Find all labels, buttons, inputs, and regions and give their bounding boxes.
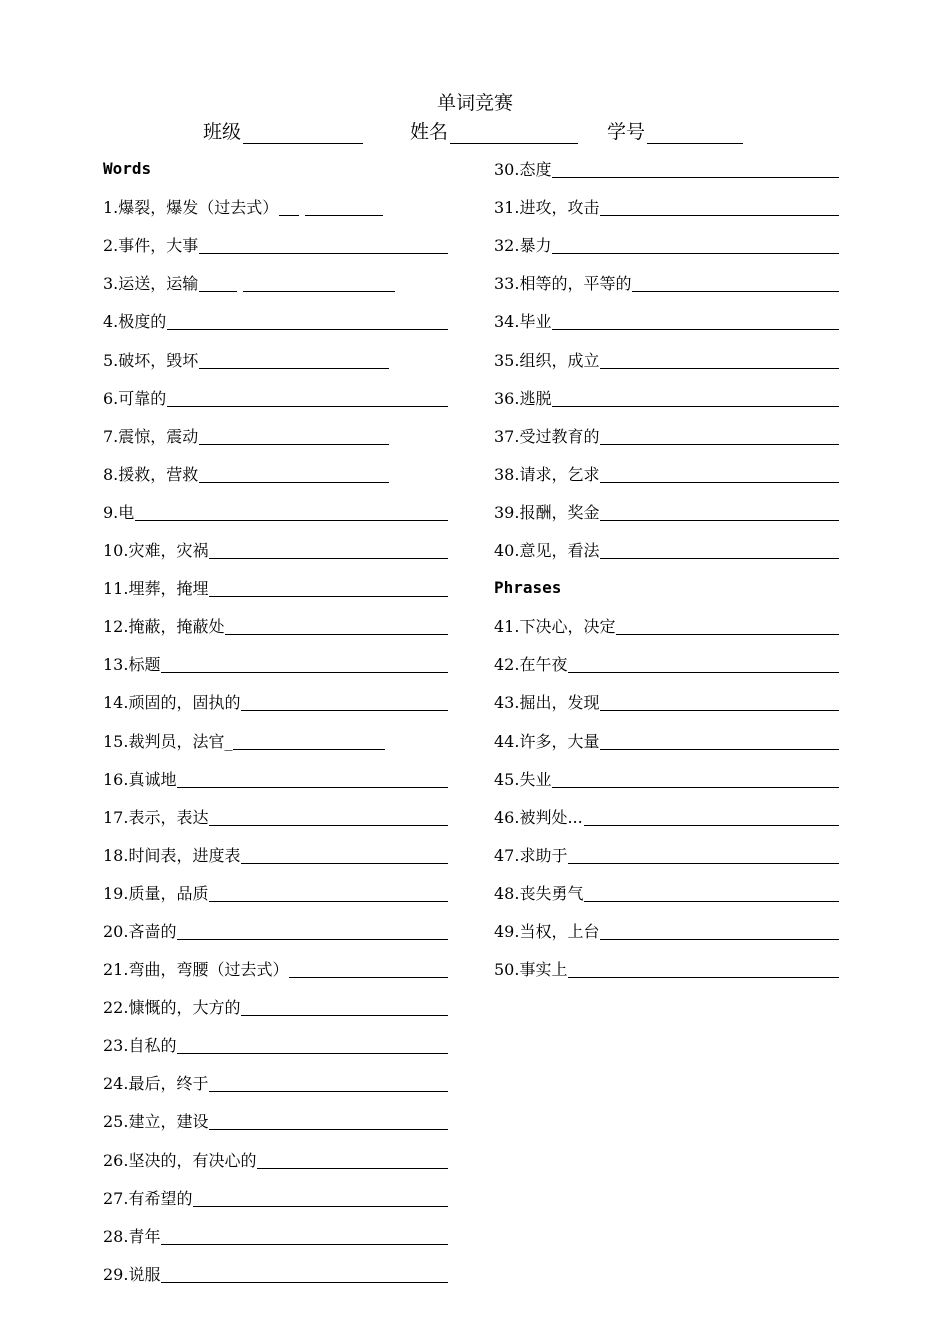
vocab-item	[103, 673, 448, 711]
item-number: 41.	[494, 617, 520, 637]
item-number: 31.	[494, 198, 520, 218]
answer-blank[interactable]	[209, 581, 448, 597]
item-number: 8.	[103, 464, 119, 484]
item-prompt: 吝啬的	[128, 921, 177, 941]
answer-blank[interactable]	[584, 886, 839, 902]
item-number: 44.	[494, 731, 520, 751]
item-prompt: 青年	[128, 1226, 161, 1246]
item-number: 10.	[103, 541, 129, 561]
item-prompt: 埋葬，掩埋	[128, 579, 209, 599]
item-number: 35.	[494, 350, 520, 370]
item-prompt: 真诚地	[128, 769, 177, 789]
item-prompt: 求助于	[519, 845, 568, 865]
answer-blank[interactable]	[257, 1153, 448, 1169]
vocab-item	[494, 826, 839, 864]
item-prompt: 破坏，毁坏	[118, 350, 199, 370]
vocab-item	[494, 330, 839, 368]
item-number: 26.	[103, 1150, 129, 1170]
page-title: 单词竞赛	[436, 92, 513, 114]
item-number: 29.	[103, 1264, 129, 1284]
item-prompt: 说服	[128, 1264, 161, 1284]
item-number: 11.	[103, 579, 129, 599]
item-number: 24.	[103, 1074, 129, 1094]
item-prompt: 意见，看法	[519, 541, 600, 561]
item-prompt: 震惊，震动	[118, 426, 199, 446]
answer-blank[interactable]	[177, 924, 448, 940]
item-number: 22.	[103, 998, 129, 1018]
vocab-item	[494, 483, 839, 521]
vocab-item	[494, 902, 839, 940]
item-prompt: 标题	[128, 655, 161, 675]
answer-blank[interactable]	[552, 772, 839, 788]
item-number: 27.	[103, 1188, 129, 1208]
item-number: 15.	[103, 731, 129, 751]
answer-blank[interactable]	[193, 1191, 448, 1207]
item-prompt: 极度的	[118, 312, 167, 332]
item-number: 4.	[103, 312, 119, 332]
answer-blank[interactable]	[568, 657, 839, 673]
vocab-item	[103, 1207, 448, 1245]
answer-blank[interactable]	[161, 1267, 448, 1283]
vocab-item	[103, 826, 448, 864]
vocab-item	[494, 292, 839, 330]
item-number: 46.	[494, 807, 520, 827]
vocab-item	[494, 635, 839, 673]
item-number: 9.	[103, 502, 119, 522]
item-prompt: 组织，成立	[519, 350, 600, 370]
vocab-item	[103, 1092, 448, 1130]
class-label: 班级	[203, 121, 242, 143]
vocab-item	[103, 330, 448, 368]
item-prompt: 掘出，发现	[519, 693, 600, 713]
vocab-item	[494, 750, 839, 788]
vocab-item	[103, 864, 448, 902]
vocab-item	[103, 1016, 448, 1054]
item-number: 38.	[494, 464, 520, 484]
item-prompt: 援救，营救	[118, 464, 199, 484]
item-prompt: 丧失勇气	[519, 883, 584, 903]
answer-blank[interactable]	[600, 200, 839, 216]
item-number: 2.	[103, 236, 119, 256]
vocab-item	[494, 673, 839, 711]
vocab-item	[103, 1245, 448, 1283]
item-prompt: 运送，运输	[118, 274, 199, 294]
answer-blank[interactable]	[600, 695, 839, 711]
item-number: 16.	[103, 769, 129, 789]
section-phrases: Phrases	[494, 578, 562, 598]
answer-blank[interactable]	[632, 276, 839, 292]
item-prompt: 自私的	[128, 1036, 177, 1056]
vocab-item	[103, 940, 448, 978]
vocab-item	[494, 711, 839, 749]
vocab-item	[103, 711, 448, 749]
section-words: Words	[103, 159, 152, 179]
answer-blank[interactable]	[199, 429, 389, 445]
item-prompt: 许多，大量	[519, 731, 600, 751]
vocab-item	[494, 788, 839, 826]
item-prompt: 弯曲，弯腰（过去式）	[128, 960, 289, 980]
item-prompt: 有希望的	[128, 1188, 193, 1208]
item-prompt: 毕业	[519, 312, 552, 332]
answer-blank[interactable]	[209, 1114, 448, 1130]
vocab-item	[103, 559, 448, 597]
answer-blank[interactable]	[600, 429, 839, 445]
answer-blank[interactable]	[600, 353, 839, 369]
vocab-item	[103, 292, 448, 330]
answer-blank[interactable]	[552, 391, 839, 407]
item-number: 17.	[103, 807, 129, 827]
item-prompt: 请求，乞求	[519, 464, 600, 484]
vocab-item	[103, 635, 448, 673]
answer-blank[interactable]	[241, 1000, 448, 1016]
vocab-item	[494, 521, 839, 559]
answer-blank[interactable]	[199, 238, 448, 254]
vocab-item	[494, 407, 839, 445]
item-prompt: 态度	[519, 160, 552, 180]
answer-blank[interactable]	[568, 962, 839, 978]
answer-blank[interactable]	[600, 924, 839, 940]
answer-blank[interactable]	[243, 276, 395, 292]
answer-blank[interactable]	[135, 505, 448, 521]
item-number: 30.	[494, 160, 520, 180]
answer-blank[interactable]	[600, 543, 839, 559]
answer-blank[interactable]	[584, 810, 839, 826]
vocab-item	[103, 1130, 448, 1168]
answer-blank[interactable]	[161, 1229, 448, 1245]
item-prompt: 在午夜	[519, 655, 568, 675]
item-number: 34.	[494, 312, 520, 332]
vocab-item	[494, 864, 839, 902]
vocab-item	[494, 445, 839, 483]
item-prompt: 暴力	[519, 236, 552, 256]
item-prompt: 进攻，攻击	[519, 198, 600, 218]
item-prompt: 被判处...	[519, 807, 583, 827]
item-prompt: 事实上	[519, 960, 568, 980]
answer-blank[interactable]	[161, 657, 448, 673]
answer-blank[interactable]	[600, 467, 839, 483]
item-prompt: 掩蔽，掩蔽处	[128, 617, 225, 637]
item-prompt: 可靠的	[118, 388, 167, 408]
item-number: 47.	[494, 845, 520, 865]
item-number: 40.	[494, 541, 520, 561]
answer-blank[interactable]	[177, 772, 448, 788]
answer-blank[interactable]	[209, 810, 448, 826]
item-number: 32.	[494, 236, 520, 256]
vocab-item	[494, 940, 839, 978]
vocab-item	[103, 597, 448, 635]
answer-blank[interactable]	[177, 1038, 448, 1054]
answer-blank[interactable]	[568, 848, 839, 864]
answer-blank[interactable]	[279, 200, 299, 216]
vocab-item	[494, 140, 839, 178]
item-number: 5.	[103, 350, 119, 370]
item-number: 13.	[103, 655, 129, 675]
vocab-item	[494, 369, 839, 407]
vocab-item	[103, 750, 448, 788]
vocab-item	[103, 483, 448, 521]
vocab-item	[494, 178, 839, 216]
vocab-item	[103, 521, 448, 559]
item-number: 1.	[103, 198, 119, 218]
item-number: 7.	[103, 426, 119, 446]
item-prompt: 建立，建设	[128, 1112, 209, 1132]
vocab-item	[103, 407, 448, 445]
vocab-item	[103, 369, 448, 407]
item-number: 18.	[103, 845, 129, 865]
item-prompt: 灾难，灾祸	[128, 541, 209, 561]
answer-blank[interactable]	[241, 695, 448, 711]
item-prompt: 报酬，奖金	[519, 502, 600, 522]
answer-blank[interactable]	[552, 162, 839, 178]
item-number: 33.	[494, 274, 520, 294]
vocab-item	[494, 216, 839, 254]
item-prompt: 坚决的，有决心的	[128, 1150, 257, 1170]
answer-blank[interactable]	[209, 1076, 448, 1092]
item-prompt: 裁判员，法官_	[128, 731, 233, 751]
item-number: 48.	[494, 883, 520, 903]
item-number: 12.	[103, 617, 129, 637]
item-number: 36.	[494, 388, 520, 408]
vocab-item	[103, 978, 448, 1016]
vocab-item	[103, 1169, 448, 1207]
vocab-item	[103, 178, 448, 216]
item-number: 45.	[494, 769, 520, 789]
answer-blank[interactable]	[199, 276, 237, 292]
answer-blank[interactable]	[600, 734, 839, 750]
item-prompt: 时间表，进度表	[128, 845, 241, 865]
answer-blank[interactable]	[199, 467, 389, 483]
item-number: 28.	[103, 1226, 129, 1246]
item-prompt: 电	[118, 502, 135, 522]
item-number: 49.	[494, 921, 520, 941]
item-number: 42.	[494, 655, 520, 675]
item-prompt: 当权，上台	[519, 921, 600, 941]
item-number: 50.	[494, 960, 520, 980]
answer-blank[interactable]	[167, 391, 448, 407]
answer-blank[interactable]	[233, 734, 385, 750]
item-number: 3.	[103, 274, 119, 294]
item-prompt: 质量，品质	[128, 883, 209, 903]
left-column	[103, 140, 448, 1283]
answer-blank[interactable]	[241, 848, 448, 864]
item-prompt: 受过教育的	[519, 426, 600, 446]
id-label: 学号	[607, 121, 646, 143]
answer-blank[interactable]	[552, 238, 839, 254]
item-prompt: 顽固的，固执的	[128, 693, 241, 713]
answer-blank[interactable]	[289, 962, 448, 978]
answer-blank[interactable]	[305, 200, 383, 216]
item-prompt: 失业	[519, 769, 552, 789]
answer-blank[interactable]	[199, 353, 389, 369]
vocab-item	[103, 1054, 448, 1092]
item-number: 39.	[494, 502, 520, 522]
answer-blank[interactable]	[167, 314, 448, 330]
item-prompt: 最后，终于	[128, 1074, 209, 1094]
vocab-item	[103, 788, 448, 826]
item-prompt: 事件，大事	[118, 236, 199, 256]
vocab-item	[494, 597, 839, 635]
answer-blank[interactable]	[552, 314, 839, 330]
vocab-item	[103, 902, 448, 940]
item-number: 14.	[103, 693, 129, 713]
answer-blank[interactable]	[209, 886, 448, 902]
item-number: 21.	[103, 960, 129, 980]
right-column	[494, 140, 839, 978]
vocab-item	[103, 445, 448, 483]
item-number: 23.	[103, 1036, 129, 1056]
item-number: 37.	[494, 426, 520, 446]
item-prompt: 下决心，决定	[519, 617, 616, 637]
answer-blank[interactable]	[600, 505, 839, 521]
item-number: 6.	[103, 388, 119, 408]
item-number: 19.	[103, 883, 129, 903]
answer-blank[interactable]	[225, 619, 448, 635]
answer-blank[interactable]	[209, 543, 448, 559]
item-prompt: 慷慨的，大方的	[128, 998, 241, 1018]
item-prompt: 相等的，平等的	[519, 274, 632, 294]
item-number: 43.	[494, 693, 520, 713]
vocab-item	[103, 254, 448, 292]
item-prompt: 逃脱	[519, 388, 552, 408]
answer-blank[interactable]	[616, 619, 839, 635]
item-prompt: 爆裂，爆发（过去式）	[118, 198, 279, 218]
name-label: 姓名	[410, 121, 449, 143]
item-number: 20.	[103, 921, 129, 941]
vocab-item	[103, 216, 448, 254]
vocab-item	[494, 254, 839, 292]
item-number: 25.	[103, 1112, 129, 1132]
item-prompt: 表示，表达	[128, 807, 209, 827]
